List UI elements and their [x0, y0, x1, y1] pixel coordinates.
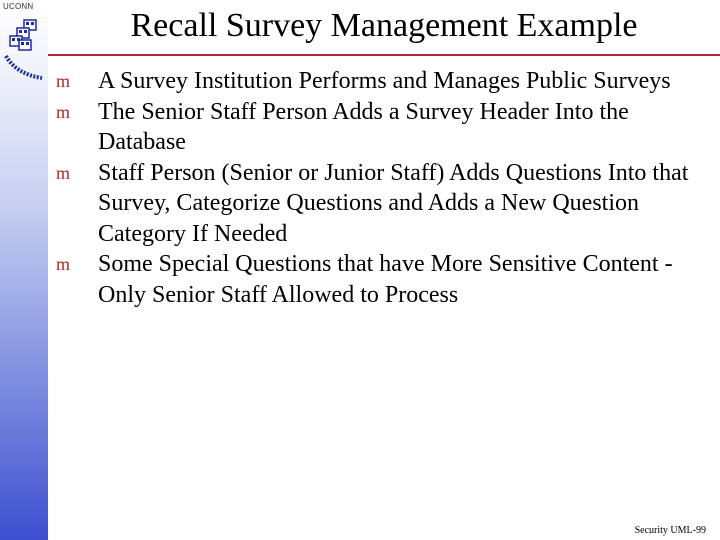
- bullet-text: A Survey Institution Performs and Manages Public Surveys: [98, 68, 671, 94]
- m-bullet-icon: m: [56, 254, 71, 274]
- m-bullet-icon: m: [56, 101, 71, 122]
- slide-title: Recall Survey Management Example: [130, 7, 638, 44]
- m-bullet-icon: m: [56, 162, 71, 183]
- uconn-logo-icon: [2, 14, 48, 86]
- title-rule: [48, 54, 720, 56]
- bullet-list: [56, 66, 704, 310]
- uconn-wordmark: UCONN: [3, 2, 34, 11]
- sidebar-gradient: [0, 0, 48, 540]
- bullet-item: [56, 158, 704, 250]
- bullet-text: Staff Person (Senior or Junior Staff) Adds Questions Into that Survey, Categorize Questions and Adds a New Question Category If Needed: [98, 159, 689, 247]
- footer-label: Security UML-99: [634, 525, 706, 536]
- bullet-item: [56, 97, 704, 158]
- bullet-item: [56, 66, 704, 97]
- bullet-text: The Senior Staff Person Adds a Survey Header Into the Database: [98, 98, 629, 155]
- bullet-item: [56, 249, 704, 310]
- m-bullet-icon: m: [56, 71, 71, 91]
- bullet-text: Some Special Questions that have More Sensitive Content - Only Senior Staff Allowed to Process: [98, 251, 673, 308]
